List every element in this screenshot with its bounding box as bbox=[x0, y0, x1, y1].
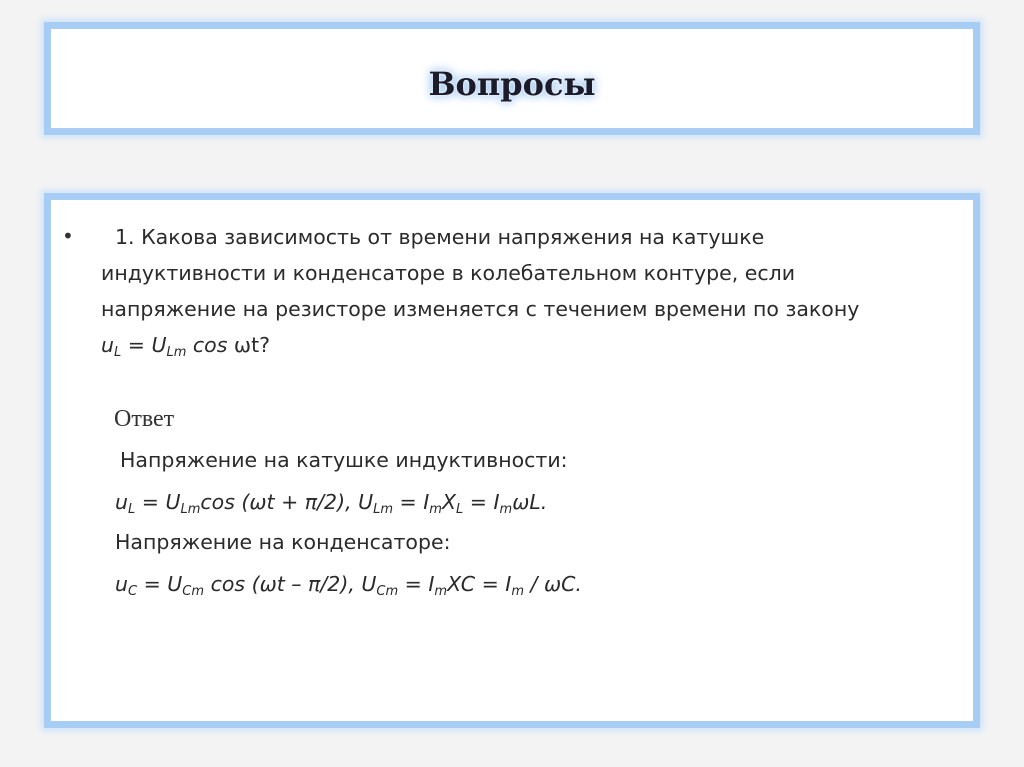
formula-u: u bbox=[101, 333, 114, 357]
bullet-icon: • bbox=[62, 224, 74, 248]
formula-rest: ωt? bbox=[227, 333, 271, 357]
formula-sub: Cm bbox=[182, 584, 205, 599]
formula-sub: m bbox=[499, 502, 513, 517]
formula-sub: m bbox=[511, 584, 525, 599]
formula-sub: Lm bbox=[373, 502, 394, 517]
formula-part: = I bbox=[398, 572, 435, 596]
formula-part: cos (ωt – π/2), U bbox=[204, 572, 377, 596]
formula-sub: Lm bbox=[180, 502, 201, 517]
formula-u-sub: L bbox=[114, 345, 122, 360]
formula-part: cos (ωt + π/2), U bbox=[200, 490, 374, 514]
formula-part: = U bbox=[135, 490, 181, 514]
formula-part: u bbox=[115, 572, 128, 596]
formula-part: / ωC. bbox=[524, 572, 582, 596]
formula-part: = I bbox=[463, 490, 500, 514]
formula-part: XC = I bbox=[447, 572, 512, 596]
formula-cos: cos bbox=[186, 333, 228, 357]
formula-part: ωL. bbox=[512, 490, 548, 514]
question-line-3: напряжение на резисторе изменяется с течением времени по закону bbox=[101, 297, 860, 321]
answer-heading: Ответ bbox=[114, 406, 175, 432]
formula-part: = I bbox=[393, 490, 430, 514]
formula-part: u bbox=[115, 490, 128, 514]
formula-sub: m bbox=[434, 584, 448, 599]
formula-sub: m bbox=[429, 502, 442, 517]
question-formula bbox=[101, 327, 961, 363]
formula-U-sub: Lm bbox=[166, 345, 187, 360]
formula-sub: Cm bbox=[376, 584, 399, 599]
capacitor-formula bbox=[115, 572, 582, 599]
formula-U: U bbox=[151, 333, 167, 357]
formula-part: X bbox=[441, 490, 457, 514]
question-line-2: индуктивности и конденсаторе в колебательном контуре, если bbox=[101, 261, 796, 285]
content-frame bbox=[44, 193, 980, 728]
title-frame bbox=[44, 22, 980, 135]
formula-sub: L bbox=[456, 502, 464, 517]
question-text bbox=[101, 219, 961, 363]
question-line-1: 1. Какова зависимость от времени напряжения на катушке bbox=[115, 225, 765, 249]
formula-part: = U bbox=[137, 572, 183, 596]
formula-eq: = bbox=[121, 333, 152, 357]
inductor-formula bbox=[115, 490, 548, 517]
inductor-label: Напряжение на катушке индуктивности: bbox=[120, 448, 568, 472]
capacitor-label: Напряжение на конденсаторе: bbox=[115, 530, 451, 554]
formula-sub: C bbox=[128, 584, 138, 599]
formula-sub: L bbox=[128, 502, 136, 517]
slide-title: Вопросы bbox=[428, 65, 596, 103]
